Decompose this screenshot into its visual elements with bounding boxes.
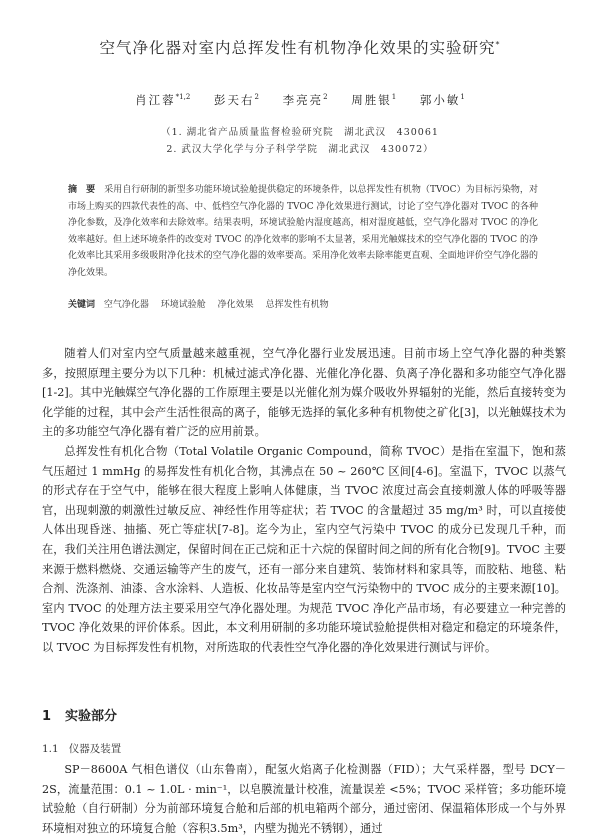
body-paragraph-1: 随着人们对室内空气质量越来越重视，空气净化器行业发展迅速。目前市场上空气净化器的种类繁多，按照原理主要分为以下几种：机械过滤式净化器、光催化净化器、负离子净化器和多功能空气净化器[1-2]。其中光触媒空气净化器的工作原理主要是以光催化剂为媒介吸收外界辐射的光能，然后直接转变为化学能的过程，其中会产生活性很高的离子，能够无选择的氧化多种有机物使之矿化[3]，以光触媒技术为主的多功能空气净化器有着广泛的应用前景。 <box>42 347 566 439</box>
affiliation-1: （1. 湖北省产品质量监督检验研究院 湖北武汉 430061 <box>161 127 439 138</box>
author-affil: 2 <box>254 93 259 102</box>
keywords-label: 关键词 <box>68 300 96 310</box>
title-text: 空气净化器对室内总挥发性有机物净化效果的实验研究 <box>99 39 496 57</box>
abstract <box>68 182 538 281</box>
author-name: 郭小敏 <box>419 93 461 107</box>
author <box>420 93 465 107</box>
author-name: 周胜银 <box>351 93 392 107</box>
abstract-text: 采用自行研制的新型多功能环境试验舱提供稳定的环境条件，以总挥发性有机物（TVOC）为目标污染物，对市场上购买的四款代表性的高、中、低档空气净化器的 TVOC 净化效果进行测试，讨论了空气净化器对 TVOC 的各种净化参数，及净化效率和去除效率。结果表明，环境试验舱内湿度越高，相对湿度越低，空气净化器对 TVOC 的净化效率越好。但上述环境条件的改变对 TVOC 的净化效率的影响不太显著，采用光触媒技术的空气净化器的 TVOC 的净化效率比其采用多级吸附净化技术的空气净化器的效率要高。采用净化效率去除率能更直观、全面地评价空气净化器的净化效果。 <box>68 185 538 278</box>
author-affil: *1,2 <box>175 93 191 102</box>
body-paragraph-2: 总挥发性有机化合物（Total Volatile Organic Compound，简称 TVOC）是指在室温下，饱和蒸气压超过 1 mmHg 的易挥发性有机化合物，其沸点在 50 ~ 260℃ 区间[4-6]。室温下，TVOC 以蒸气的形式存在于空气中，能够在很大程度上影响人体健康，当 TVOC 浓度过高会直接刺激人体的呼吸等器官，出现刺激的刺激性过敏反应、神经性作用等症状；若 TVOC 的含量超过 35 mg/m³ 时，可以直接使人体出现昏迷、抽搐、死亡等症状[7-8]。迄今为止，室内空气污染中 TVOC 的成分已发现几千种，而在，我们关注用色谱法测定，保留时间在正己烷和正十六烷的保留时间之间的所有化合物[9]。TVOC 主要来源于燃料燃烧、交通运输等产生的废气，还有一部分来自建筑、装饰材料和家具等，而胶粘、地毯、粘合剂、洗涤剂、油漆、含水涂料、人造板、化妆品等是室内空气污染物中的 TVOC 成分的主要来源[10]。室内 TVOC 的处理方法主要采用空气净化器处理。为规范 TVOC 净化产品市场，有必要建立一种完善的 TVOC 净化效果的评价体系。因此，本文利用研制的多功能环境试验舱提供相对稳定和稳定的环境条件，以 TVOC 为目标挥发性有机物，对所选取的代表性空气净化器的净化效果进行测试与评价。 <box>42 445 566 654</box>
abstract-label: 摘 要 <box>68 185 96 195</box>
keyword: 总挥发性有机物 <box>265 300 329 310</box>
keywords <box>68 297 538 310</box>
author <box>214 93 259 107</box>
author-name: 肖江蓉 <box>135 93 176 107</box>
author <box>135 93 190 107</box>
affiliation-2: 2. 武汉大学化学与分子科学学院 湖北武汉 430072） <box>166 144 434 155</box>
subsection-number: 1.1 <box>42 743 59 755</box>
author-affil: 1 <box>460 93 465 102</box>
keyword: 净化效果 <box>217 300 254 310</box>
author <box>283 93 328 107</box>
author-affil: 1 <box>391 93 397 102</box>
paper-title <box>30 36 570 58</box>
subsection-title: 仪器及装置 <box>68 743 122 755</box>
author-affil: 2 <box>323 93 328 102</box>
author-list <box>0 92 600 108</box>
keyword: 环境试验舱 <box>160 300 206 310</box>
section-heading <box>42 705 117 724</box>
author-name: 李亮亮 <box>282 93 324 107</box>
subsection-heading <box>42 741 121 756</box>
section-number: 1 <box>42 709 52 724</box>
keyword: 空气净化器 <box>103 300 149 310</box>
author <box>351 93 396 107</box>
author-name: 彭天右 <box>213 93 255 107</box>
body-paragraph-3: SP－8600A 气相色谱仪（山东鲁南），配氢火焰离子化检测器（FID）；大气采样器，型号 DCY－2S，流量范围：0.1 ~ 1.0L · min⁻¹，以皂膜流量计校准，流量误差 <5%；TVOC 采样管；多功能环境试验舱（自行研制）分为前部环境复合舱和后部的机电箱两个部分，通过密闭、保温箱体形成一个与外界环境相对独立的环境复合舱（容积3.5m³，内壁为抛光不锈钢），通过 <box>42 763 566 835</box>
section-title: 实验部分 <box>65 709 118 724</box>
title-footnote-mark: * <box>495 39 501 49</box>
